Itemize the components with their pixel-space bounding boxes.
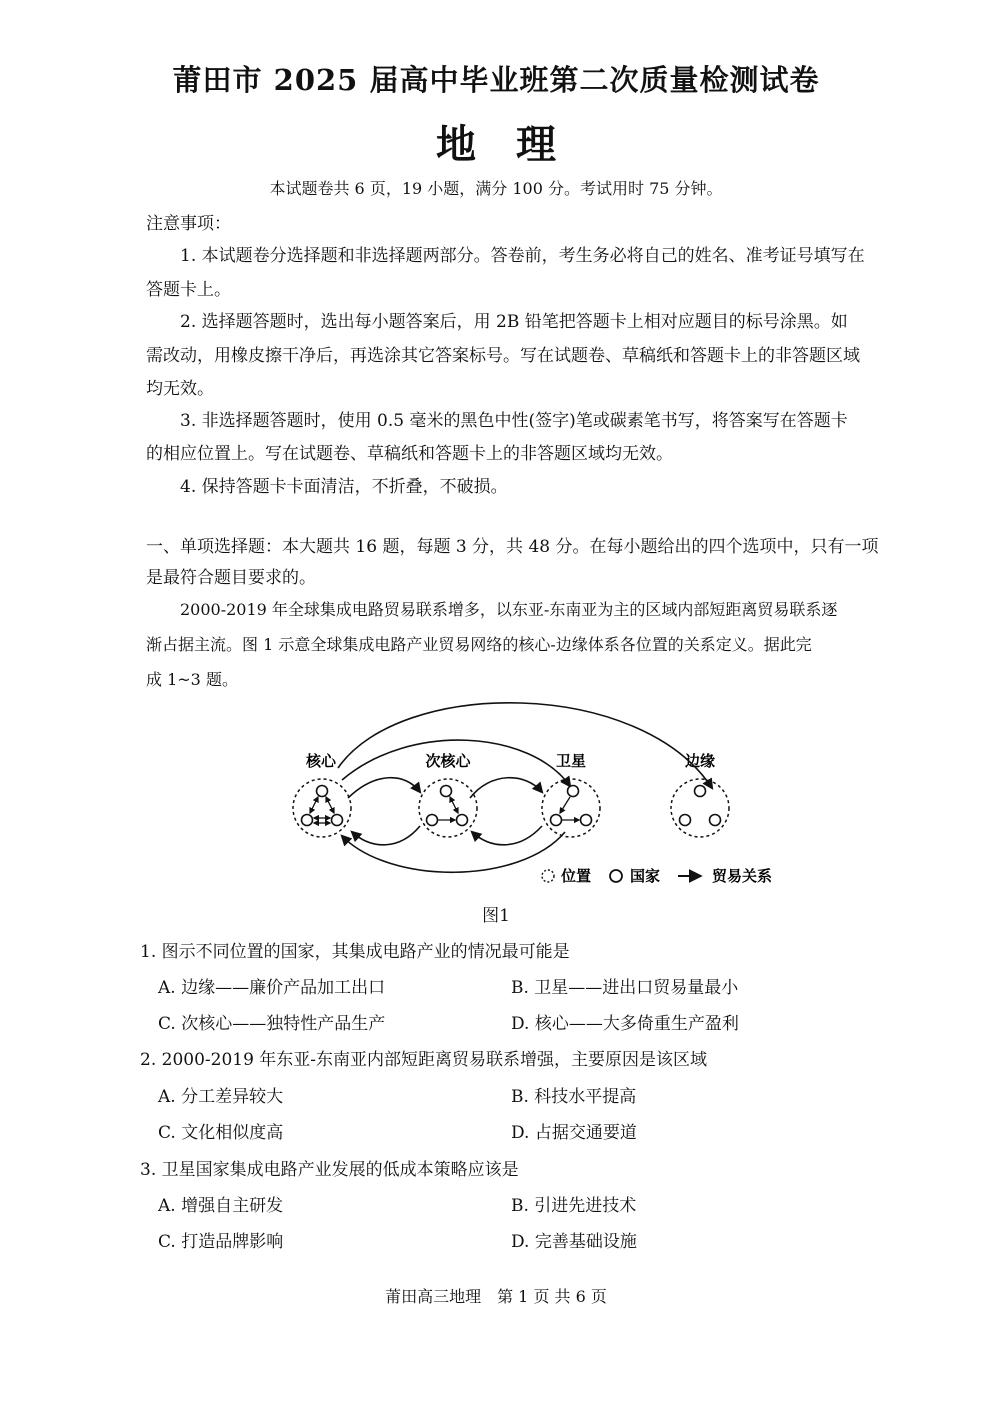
- trade-arrow: [450, 797, 458, 813]
- trade-arrow: [310, 797, 318, 813]
- page-footer: 莆田高三地理 第 1 页 共 6 页: [385, 1287, 607, 1306]
- label-core: 核心: [305, 752, 337, 770]
- arc-subcore-to-core: [352, 826, 420, 845]
- legend-country-label: 国家: [630, 867, 661, 885]
- notice-item3-line1: 3. 非选择题答题时，使用 0.5 毫米的黑色中性(签字)笔或碳素笔书写，将答案写在答题卡: [180, 411, 848, 431]
- passage-line3: 成 1~3 题。: [146, 670, 238, 689]
- country-node: [695, 786, 706, 797]
- exam-info: 本试题卷共 6 页，19 小题，满分 100 分。考试用时 75 分钟。: [269, 179, 723, 198]
- country-node: [680, 815, 691, 826]
- passage-line1: 2000-2019 年全球集成电路贸易联系增多，以东亚-东南亚为主的区域内部短距离贸易联系逐: [180, 600, 838, 619]
- label-satellite: 卫星: [555, 752, 587, 770]
- country-node: [427, 815, 438, 826]
- country-node: [441, 786, 452, 797]
- subject-title: 地理: [436, 121, 596, 168]
- question-3-option-c: C. 打造品牌影响: [158, 1232, 284, 1252]
- question-2-option-b: B. 科技水平提高: [511, 1087, 637, 1107]
- trade-arrow: [326, 797, 334, 813]
- legend-country-icon: [610, 870, 622, 882]
- arc-core-to-subcore: [348, 778, 420, 798]
- country-node: [551, 815, 562, 826]
- country-node: [332, 815, 343, 826]
- country-node: [317, 786, 328, 797]
- question-3-option-b: B. 引进先进技术: [511, 1196, 637, 1216]
- label-subcore: 次核心: [425, 752, 471, 770]
- notice-item1-line2: 答题卡上。: [146, 280, 231, 300]
- question-3-option-d: D. 完善基础设施: [511, 1232, 637, 1252]
- passage-line2: 渐占据主流。图 1 示意全球集成电路产业贸易网络的核心-边缘体系各位置的关系定义。据此完: [146, 635, 812, 654]
- question-2-stem: 2. 2000-2019 年东亚-东南亚内部短距离贸易联系增强，主要原因是该区域: [140, 1050, 708, 1070]
- arc-satellite-to-core: [342, 832, 565, 872]
- legend-position-icon: [542, 870, 554, 882]
- notice-item2-line2: 需改动，用橡皮擦干净后，再选涂其它答案标号。写在试题卷、草稿纸和答题卡上的非答题区域: [146, 346, 860, 366]
- question-3-option-a: A. 增强自主研发: [158, 1196, 284, 1216]
- legend-position-label: 位置: [561, 867, 592, 885]
- trade-arrow: [560, 797, 570, 813]
- question-1-option-b: B. 卫星——进出口贸易量最小: [511, 978, 739, 998]
- question-2-option-d: D. 占据交通要道: [511, 1123, 637, 1143]
- question-1-option-c: C. 次核心——独特性产品生产: [158, 1014, 386, 1034]
- notice-item2-line1: 2. 选择题答题时，选出每小题答案后，用 2B 铅笔把答题卡上相对应题目的标号涂黑。如: [180, 312, 848, 332]
- notice-heading: 注意事项：: [146, 214, 231, 234]
- question-2-option-a: A. 分工差异较大: [158, 1087, 284, 1107]
- notice-item2-line3: 均无效。: [146, 379, 214, 399]
- figure-caption: 图1: [482, 906, 510, 926]
- question-1-option-a: A. 边缘——廉价产品加工出口: [158, 978, 386, 998]
- country-node: [302, 815, 313, 826]
- question-1-stem: 1. 图示不同位置的国家，其集成电路产业的情况最可能是: [140, 942, 570, 962]
- section1-line1: 一、单项选择题：本大题共 16 题，每题 3 分，共 48 分。在每小题给出的四个选项中，只有一项: [146, 537, 879, 557]
- legend-trade-label: 贸易关系: [712, 867, 773, 885]
- section1-line2: 是最符合题目要求的。: [146, 568, 316, 588]
- arc-core-to-periphery: [338, 703, 712, 788]
- question-3-stem: 3. 卫星国家集成电路产业发展的低成本策略应该是: [140, 1160, 519, 1180]
- notice-item4: 4. 保持答题卡卡面清洁，不折叠，不破损。: [180, 477, 508, 497]
- country-node: [710, 815, 721, 826]
- figure-1-diagram: [280, 700, 780, 895]
- arc-satellite-to-subcore: [472, 826, 542, 845]
- label-periphery: 边缘: [684, 752, 716, 770]
- country-node: [581, 815, 592, 826]
- exam-title: 莆田市 2025 届高中毕业班第二次质量检测试卷: [172, 63, 820, 97]
- arc-subcore-to-satellite: [470, 778, 542, 798]
- question-1-option-d: D. 核心——大多倚重生产盈利: [511, 1014, 739, 1034]
- country-node: [568, 786, 579, 797]
- notice-item3-line2: 的相应位置上。写在试题卷、草稿纸和答题卡上的非答题区域均无效。: [146, 444, 673, 464]
- notice-item1-line1: 1. 本试题卷分选择题和非选择题两部分。答卷前，考生务必将自己的姓名、准考证号填写在: [180, 246, 865, 266]
- question-2-option-c: C. 文化相似度高: [158, 1123, 284, 1143]
- country-node: [457, 815, 468, 826]
